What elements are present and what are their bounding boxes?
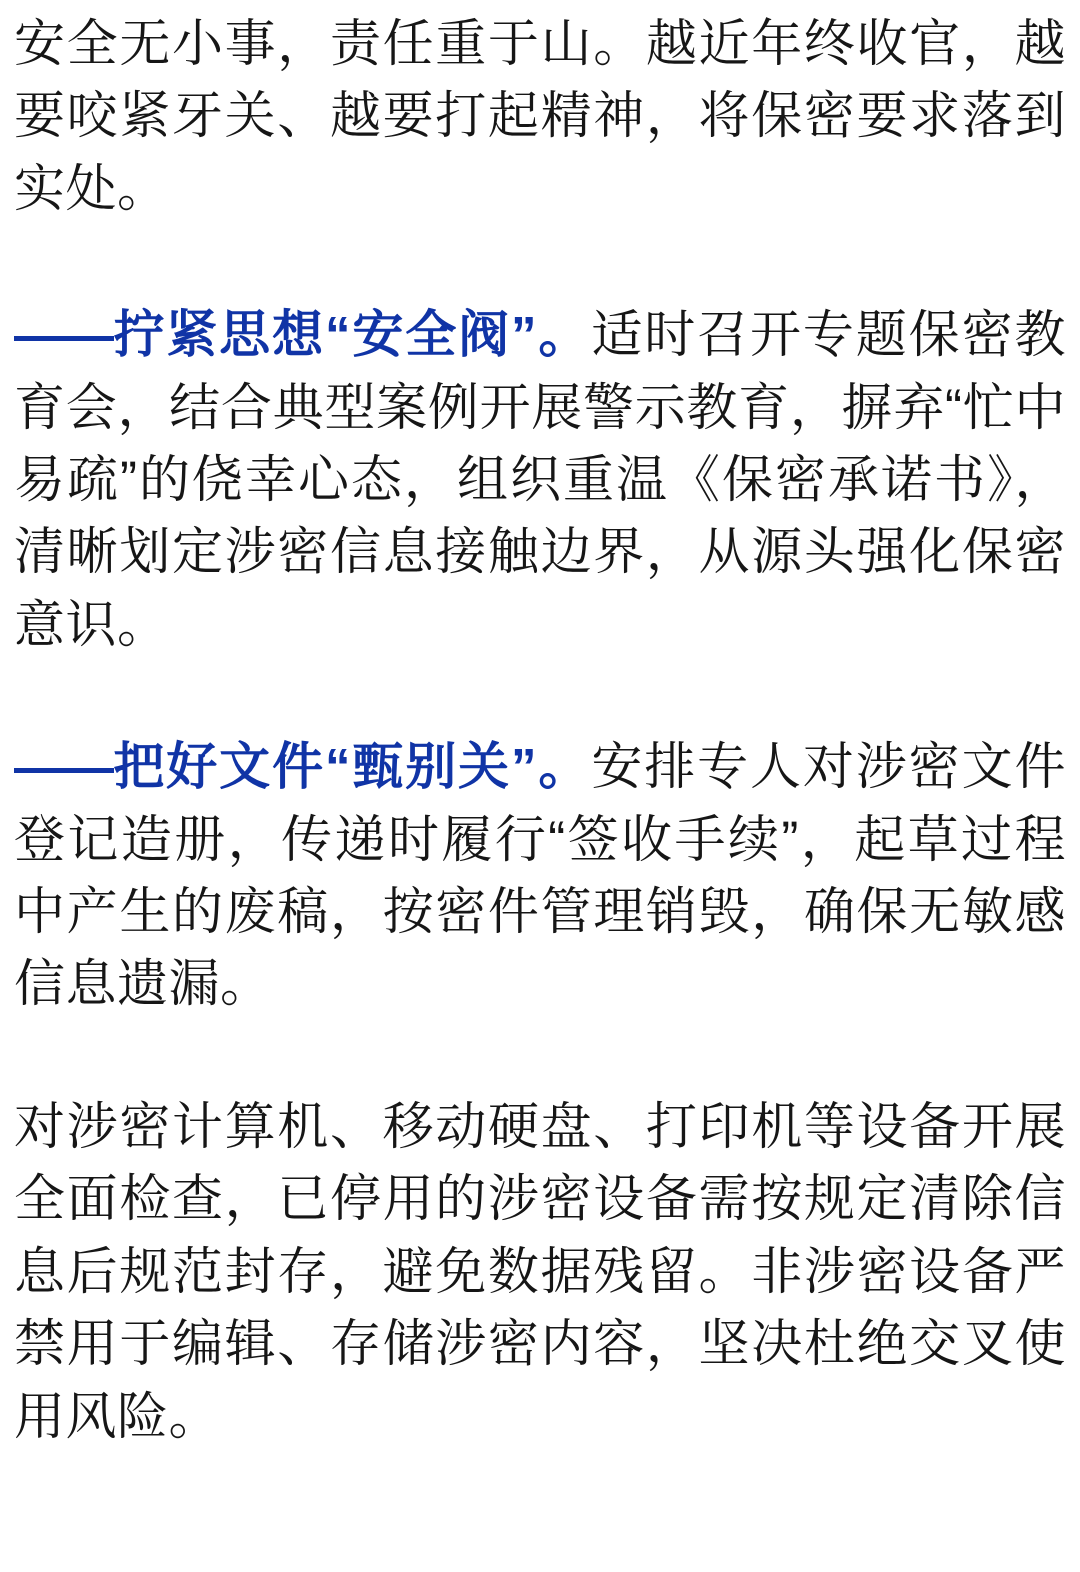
paragraph-text: 对涉密计算机、移动硬盘、打印机等设备开展全面检查，已停用的涉密设备需按规定清除信息后规范封存，避免数据残留。非涉密设备严禁用于编辑、存储涉密内容，坚决杜绝交叉使用风险。 — [14, 1097, 1066, 1445]
section-heading-2: 把好文件“甄别关” — [112, 738, 538, 796]
paragraph-spacer — [14, 1021, 1066, 1091]
section-dash: —— — [14, 306, 112, 364]
section-heading-1: 拧紧思想“安全阀” — [112, 306, 538, 364]
paragraph-text: 适时召开专题保密教育会，结合典型案例开展警示教育，摒弃“忙中易疏”的侥幸心态，组织重温《保密承诺书》，清晰划定涉密信息接触边界，从源头强化保密意识。 — [14, 306, 1066, 653]
section-dash: —— — [14, 738, 112, 796]
paragraph-equipment — [14, 1091, 1066, 1453]
section-heading-period: 。 — [537, 306, 592, 364]
paragraph-spacer — [14, 661, 1066, 731]
paragraph-text: 安全无小事，责任重于山。越近年终收官，越要咬紧牙关、越要打起精神，将保密要求落到实处。 — [14, 15, 1066, 217]
paragraph-section-1 — [14, 299, 1066, 661]
paragraph-spacer — [14, 225, 1066, 299]
paragraph-text: 安排专人对涉密文件登记造册，传递时履行“签收手续”，起草过程中产生的废稿，按密件管理销毁，确保无敏感信息遗漏。 — [14, 738, 1066, 1013]
section-heading-period: 。 — [537, 738, 592, 796]
paragraph-section-2 — [14, 731, 1066, 1021]
paragraph-intro — [14, 8, 1066, 225]
